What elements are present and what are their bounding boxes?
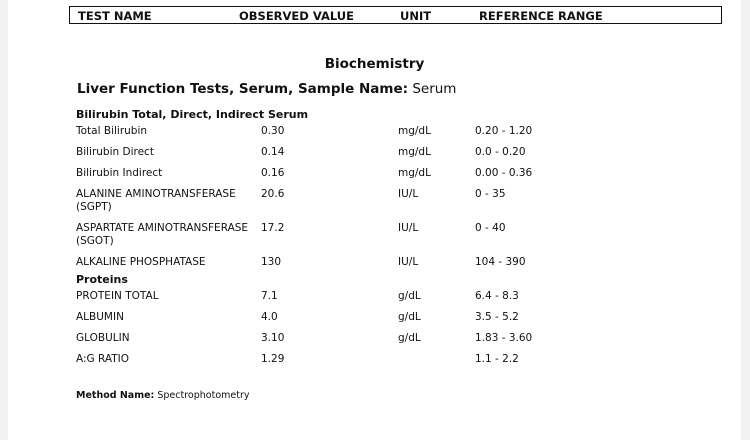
method-value: Spectrophotometry — [157, 390, 250, 401]
reference-range: 1.1 - 2.2 — [475, 353, 519, 365]
observed-value: 0.14 — [261, 146, 285, 158]
table-header — [69, 6, 722, 24]
observed-value: 20.6 — [261, 188, 285, 200]
method-note — [76, 390, 250, 401]
observed-value: 3.10 — [261, 332, 285, 344]
report-page — [8, 0, 741, 440]
test-name: ALBUMIN — [76, 311, 124, 323]
header-test-name: TEST NAME — [78, 9, 152, 23]
header-observed-value: OBSERVED VALUE — [239, 9, 354, 23]
reference-range: 104 - 390 — [475, 256, 526, 268]
test-name: GLOBULIN — [76, 332, 130, 344]
test-name: Total Bilirubin — [76, 125, 148, 137]
section-title: Biochemistry — [324, 56, 425, 72]
reference-range: 1.83 - 3.60 — [475, 332, 533, 344]
unit: g/dL — [398, 290, 421, 302]
observed-value: 17.2 — [261, 222, 285, 234]
unit: IU/L — [398, 256, 419, 268]
observed-value: 0.30 — [261, 125, 285, 137]
header-reference-range: REFERENCE RANGE — [479, 9, 603, 23]
reference-range: 0.20 - 1.20 — [475, 125, 533, 137]
test-name: Bilirubin Direct — [76, 146, 154, 158]
reference-range: 6.4 - 8.3 — [475, 290, 519, 302]
reference-range: 3.5 - 5.2 — [475, 311, 519, 323]
test-name: ALKALINE PHOSPHATASE — [76, 256, 206, 268]
unit: mg/dL — [398, 146, 431, 158]
reference-range: 0.00 - 0.36 — [475, 167, 533, 179]
observed-value: 0.16 — [261, 167, 285, 179]
reference-range: 0 - 40 — [475, 222, 506, 234]
observed-value: 130 — [261, 256, 282, 268]
unit: g/dL — [398, 311, 421, 323]
unit: mg/dL — [398, 125, 431, 137]
subhead-bilirubin: Bilirubin Total, Direct, Indirect Serum — [76, 108, 309, 121]
test-name: ALANINE AMINOTRANSFERASE (SGPT) — [76, 188, 236, 213]
test-name: ASPARTATE AMINOTRANSFERASE (SGOT) — [76, 222, 249, 247]
observed-value: 4.0 — [261, 311, 278, 323]
unit: mg/dL — [398, 167, 431, 179]
group-title — [77, 81, 456, 97]
test-name: A:G RATIO — [76, 353, 130, 365]
group-sample: Serum — [412, 81, 457, 97]
unit: IU/L — [398, 188, 419, 200]
header-unit: UNIT — [400, 9, 432, 23]
test-name: PROTEIN TOTAL — [76, 290, 159, 302]
observed-value: 7.1 — [261, 290, 278, 302]
method-label: Method Name: — [76, 390, 155, 401]
reference-range: 0.0 - 0.20 — [475, 146, 526, 158]
unit: g/dL — [398, 332, 421, 344]
observed-value: 1.29 — [261, 353, 285, 365]
group-label: Liver Function Tests, Serum, Sample Name: — [77, 81, 409, 97]
unit: IU/L — [398, 222, 419, 234]
test-name: Bilirubin Indirect — [76, 167, 163, 179]
reference-range: 0 - 35 — [475, 188, 506, 200]
subhead-proteins: Proteins — [76, 273, 128, 286]
